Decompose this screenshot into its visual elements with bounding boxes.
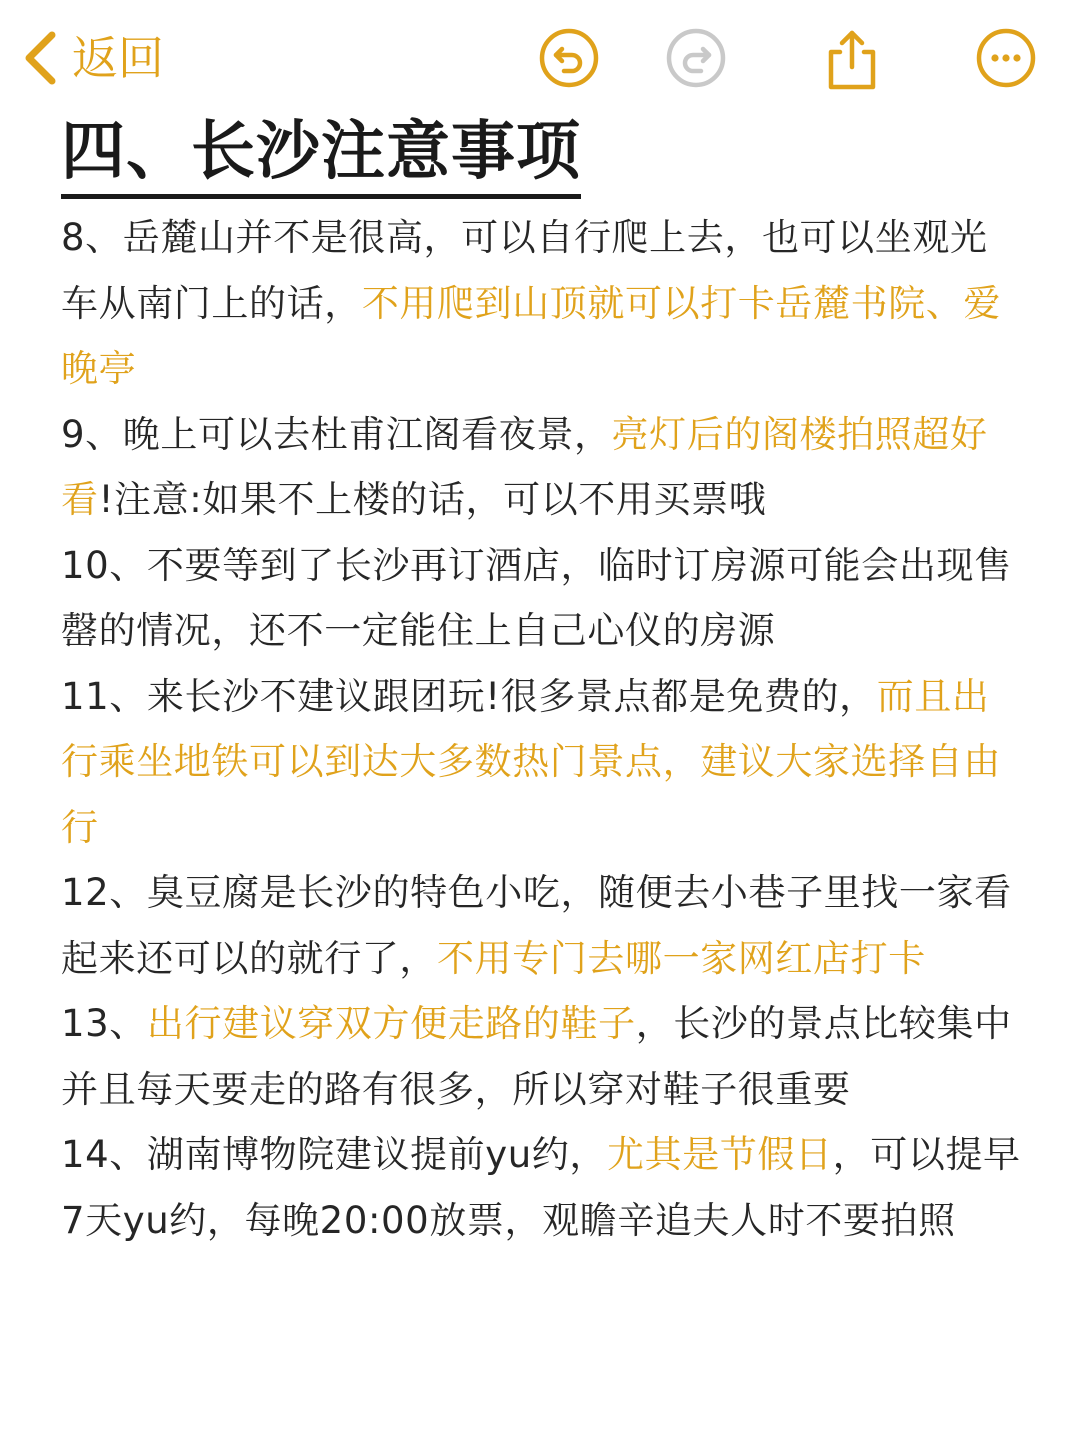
item-highlight: 尤其是节假日 bbox=[607, 1133, 833, 1176]
undo-icon bbox=[538, 27, 600, 89]
note-item-12 bbox=[61, 860, 1021, 991]
note-item-8 bbox=[61, 205, 1021, 402]
item-text: 11、来长沙不建议跟团玩!很多景点都是免费的， bbox=[61, 674, 877, 718]
item-highlight: 而且出行乘坐地铁可以到达大多数热门景点，建议大家选择自由行 bbox=[61, 674, 1001, 849]
item-text: 8、岳麓山并不是很高，可以自行爬上去，也可以坐观光车从南门上的话， bbox=[61, 216, 988, 325]
redo-icon bbox=[665, 27, 727, 89]
item-text: 13、 bbox=[61, 1002, 147, 1045]
note-item-13 bbox=[61, 991, 1021, 1122]
note-item-14 bbox=[61, 1122, 1021, 1253]
item-highlight: 亮灯后的阁楼拍照超好看 bbox=[61, 412, 988, 521]
item-highlight: 出行建议穿双方便走路的鞋子 bbox=[146, 1002, 636, 1045]
undo-button[interactable] bbox=[538, 27, 600, 89]
back-button[interactable] bbox=[22, 28, 164, 88]
note-item-10 bbox=[61, 533, 1021, 664]
item-highlight: 不用爬到山顶就可以打卡岳麓书院、爱晚亭 bbox=[61, 281, 1002, 390]
share-button[interactable] bbox=[821, 27, 883, 89]
back-label: 返回 bbox=[72, 31, 164, 85]
item-text: 12、臭豆腐是长沙的特色小吃，随便去小巷子里找一家看起来还可以的就行了， bbox=[61, 871, 1012, 980]
note-body bbox=[61, 205, 1021, 1253]
item-text: 10、不要等到了长沙再订酒店，临时订房源可能会出现售罄的情况，还不一定能住上自己心仪的房源 bbox=[61, 543, 1012, 652]
more-icon bbox=[975, 27, 1037, 89]
note-item-11 bbox=[61, 664, 1021, 861]
redo-button[interactable] bbox=[665, 27, 727, 89]
item-text-tail: !注意:如果不上楼的话，可以不用买票哦 bbox=[98, 478, 767, 521]
item-text-tail: ，长沙的景点比较集中并且每天要走的路有很多，所以穿对鞋子很重要 bbox=[61, 1002, 1012, 1111]
top-toolbar bbox=[0, 0, 1080, 115]
item-text-tail: ，可以提早7天yu约，每晚20:00放票，观瞻辛追夫人时不要拍照 bbox=[61, 1133, 1021, 1242]
more-button[interactable] bbox=[975, 27, 1037, 89]
note-item-9 bbox=[61, 402, 1021, 533]
chevron-left-icon bbox=[22, 30, 58, 86]
item-text: 14、湖南博物院建议提前yu约， bbox=[61, 1133, 608, 1176]
item-highlight: 不用专门去哪一家网红店打卡 bbox=[437, 936, 926, 980]
note-title: 四、长沙注意事项 bbox=[61, 110, 581, 199]
share-icon bbox=[821, 27, 883, 93]
item-text: 9、晚上可以去杜甫江阁看夜景， bbox=[61, 412, 612, 456]
note-content bbox=[61, 110, 1021, 1253]
